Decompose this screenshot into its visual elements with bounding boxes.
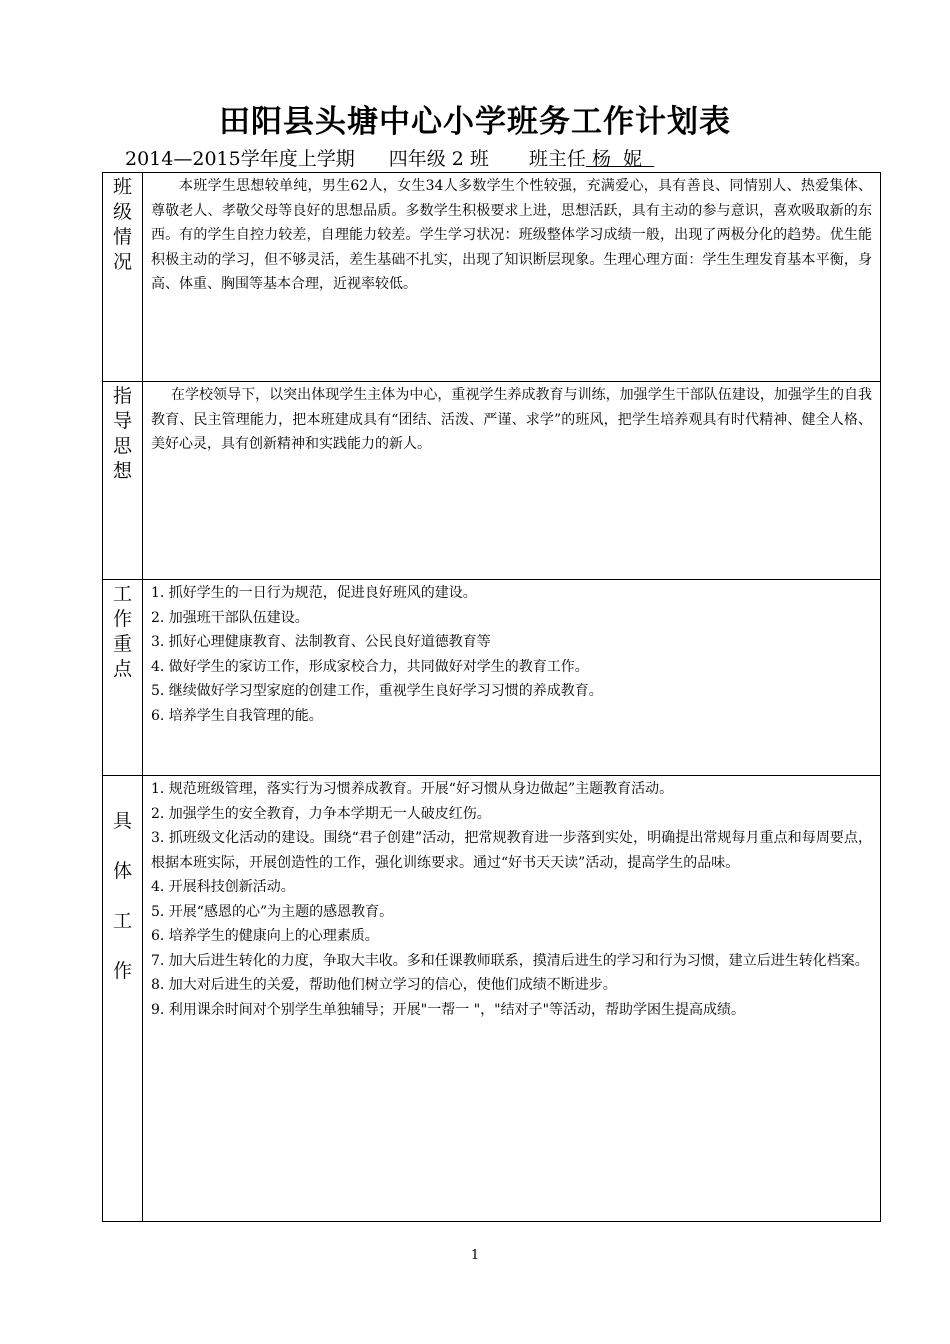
content-cell-guiding-thought	[143, 382, 881, 580]
list-item: 2. 加强班干部队伍建设。	[151, 609, 309, 626]
row-work-focus	[103, 580, 881, 776]
list-item: 6. 培养学生的健康向上的心理素质。	[151, 928, 379, 944]
section-label-specific-work: 具体工作	[112, 810, 132, 982]
list-item: 2. 加强学生的安全教育，力争本学期无一人破皮红伤。	[151, 805, 491, 822]
page-title: 田阳县头塘中心小学班务工作计划表	[219, 104, 731, 140]
label-cell-guiding-thought	[103, 382, 143, 580]
content-cell-specific-work	[143, 776, 881, 1222]
teacher-name: 杨 妮	[585, 148, 655, 170]
content-cell-work-focus	[143, 580, 881, 776]
label-cell-specific-work	[103, 776, 143, 1222]
term-text: 2014—2015学年度上学期	[125, 148, 355, 170]
class-text: 四年级 2 班	[388, 148, 489, 170]
list-item: 8. 加大对后进生的关爱，帮助他们树立学习的信心，使他们成绩不断进步。	[151, 977, 617, 993]
list-item: 3. 抓班级文化活动的建设。围绕“君子创建”活动，把常规教育进一步落到实处，明确提出常规每月重点和每周要点，根据本班实际，开展创造性的工作，强化训练要求。通过“好书天天读”活动，提高学生的品味。	[151, 830, 872, 871]
row-guiding-thought	[103, 382, 881, 580]
list-item: 4. 开展科技创新活动。	[151, 879, 295, 895]
guiding-thought-text: 在学校领导下，以突出体现学生主体为中心，重视学生养成教育与训练，加强学生干部队伍建设，加强学生的自我教育、民主管理能力，把本班建成具有“团结、活泼、严谨、求学”的班风，把学生培养观具有时代精神、健全人格、美好心灵，具有创新精神和实践能力的新人。	[151, 387, 872, 452]
page-number: 1	[470, 1248, 480, 1263]
row-class-situation	[103, 173, 881, 382]
section-label-guiding-thought: 指导思想	[112, 385, 132, 482]
plan-table	[102, 172, 881, 1222]
list-item: 1. 抓好学生的一日行为规范，促进良好班风的建设。	[151, 585, 477, 601]
section-label-class-situation: 班级情况	[112, 176, 132, 273]
list-item: 4. 做好学生的家访工作，形成家校合力，共同做好对学生的教育工作。	[151, 658, 589, 675]
list-item: 5. 开展“感恩的心”为主题的感恩教育。	[151, 903, 394, 920]
list-item: 9. 利用课余时间对个别学生单独辅导；开展"一帮一 "，"结对子"等活动，帮助学困生提高成绩。	[151, 1001, 746, 1018]
list-item: 1. 规范班级管理，落实行为习惯养成教育。开展“好习惯从身边做起”主题教育活动。	[151, 781, 674, 797]
list-item: 7. 加大后进生转化的力度，争取大丰收。多和任课教师联系，摸清后进生的学习和行为习惯，建立后进生转化档案。	[151, 952, 869, 969]
teacher-label: 班主任	[528, 148, 586, 170]
content-cell-class-situation	[143, 173, 881, 382]
list-item: 3. 抓好心理健康教育、法制教育、公民良好道德教育等	[151, 634, 491, 650]
row-specific-work	[103, 776, 881, 1222]
section-label-work-focus: 工作重点	[112, 583, 132, 680]
label-cell-class-situation	[103, 173, 143, 382]
class-situation-text: 本班学生思想较单纯，男生62人，女生34人多数学生个性较强，充满爱心，具有善良、同情别人、热爱集体、尊敬老人、孝敬父母等良好的思想品质。多数学生积极要求上进，思想活跃，具有主动的参与意识，喜欢吸取新的东西。有的学生自控力较差，自理能力较差。学生学习状况：班级整体学习成绩一般，出现了两极分化的趋势。优生能积极主动的学习，但不够灵活，差生基础不扎实，出现了知识断层现象。生理心理方面：学生生理发育基本平衡，身高、体重、胸围等基本合理，近视率较低。	[151, 178, 872, 292]
list-item: 6. 培养学生自我管理的能。	[151, 707, 323, 724]
list-item: 5. 继续做好学习型家庭的创建工作，重视学生良好学习习惯的养成教育。	[151, 683, 603, 699]
label-cell-work-focus	[103, 580, 143, 776]
subtitle-line	[125, 146, 654, 172]
